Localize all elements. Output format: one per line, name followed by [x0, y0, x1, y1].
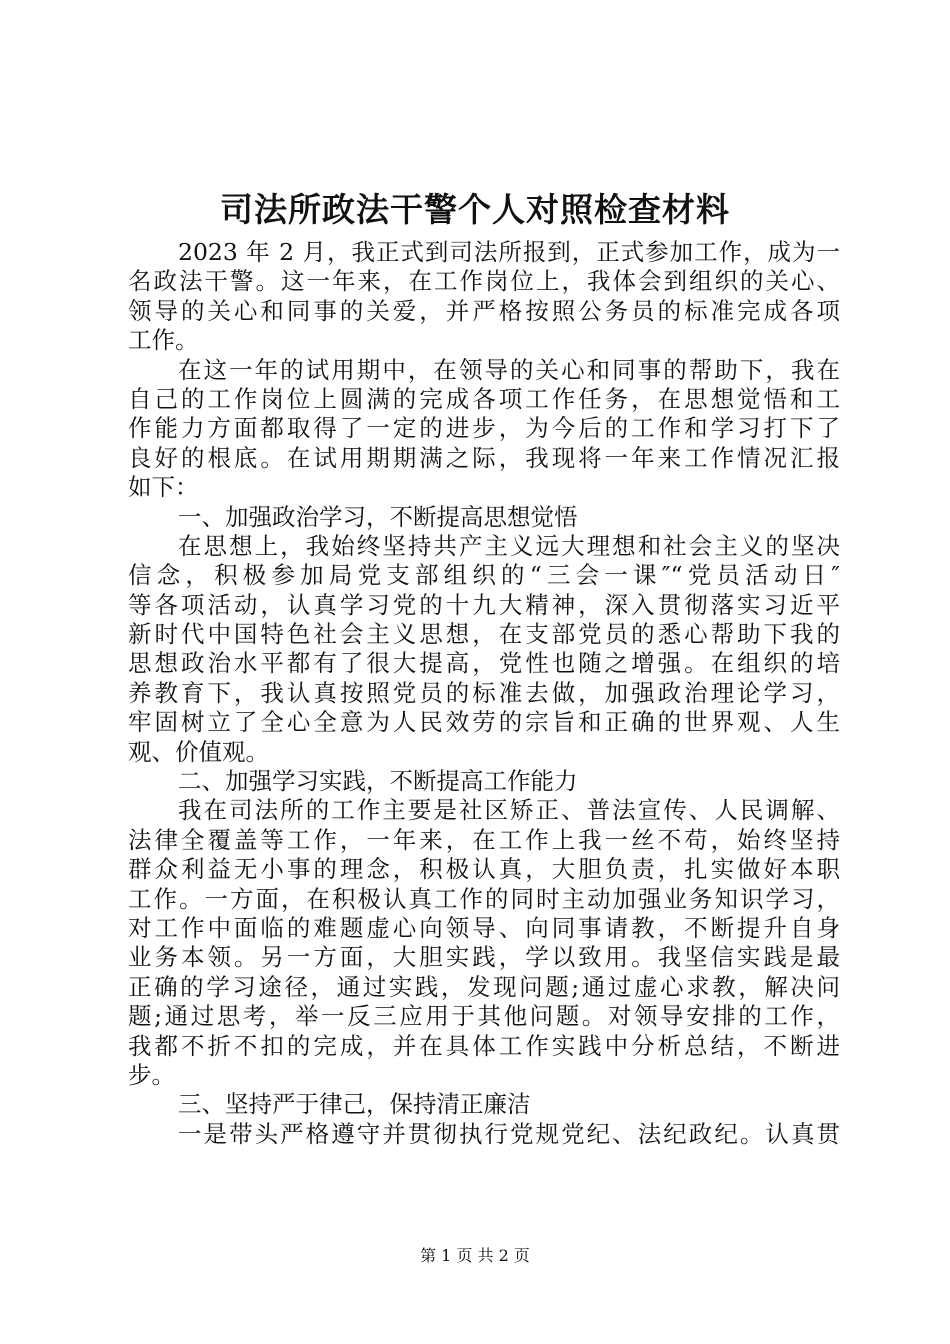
paragraph-line: 对工作中面临的难题虚心向领导、向同事请教，不断提升自身	[128, 913, 840, 942]
paragraph-line: 工作。一方面，在积极认真工作的同时主动加强业务知识学习，	[128, 884, 840, 913]
paragraph-line: 在这一年的试用期中，在领导的关心和同事的帮助下，我在	[178, 355, 840, 384]
paragraph-line: 2023 年 2 月，我正式到司法所报到，正式参加工作，成为一	[178, 238, 840, 266]
paragraph-line: 群众利益无小事的理念，积极认真，大胆负责，扎实做好本职	[128, 855, 840, 884]
paragraph-line: 作能力方面都取得了一定的进步，为今后的工作和学习打下了	[128, 414, 840, 443]
paragraph-line: 如下：	[128, 473, 199, 502]
page-footer: 第 1 页 共 2 页	[420, 1246, 530, 1265]
paragraph-line: 领导的关心和同事的关爱，并严格按照公务员的标准完成各项	[128, 296, 840, 325]
paragraph-line: 题;通过思考，举一反三应用于其他问题。对领导安排的工作，	[128, 1002, 840, 1031]
paragraph-line: 业务本领。另一方面，大胆实践，学以致用。我坚信实践是最	[128, 943, 840, 972]
paragraph-line: 良好的根底。在试用期期满之际，我现将一年来工作情况汇报	[128, 443, 840, 472]
paragraph-line: 新时代中国特色社会主义思想，在支部党员的悉心帮助下我的	[128, 620, 840, 649]
section-heading: 一、加强政治学习，不断提高思想觉悟	[178, 502, 578, 531]
paragraph-line: 牢固树立了全心全意为人民效劳的宗旨和正确的世界观、人生	[128, 708, 840, 737]
document-title: 司法所政法干警个人对照检查材料	[220, 190, 730, 229]
paragraph-line: 法律全覆盖等工作，一年来，在工作上我一丝不苟，始终坚持	[128, 825, 840, 854]
paragraph-line: 观、价值观。	[128, 737, 269, 766]
paragraph-line: 信念，积极参加局党支部组织的“三会一课″“党员活动日″	[128, 561, 840, 590]
section-heading: 二、加强学习实践，不断提高工作能力	[178, 767, 578, 796]
paragraph-line: 名政法干警。这一年来，在工作岗位上，我体会到组织的关心、	[128, 267, 840, 296]
paragraph-line: 我都不折不扣的完成，并在具体工作实践中分析总结，不断进	[128, 1031, 840, 1060]
document-body	[128, 238, 840, 1149]
paragraph-line: 我在司法所的工作主要是社区矫正、普法宣传、人民调解、	[178, 796, 840, 825]
paragraph-line: 在思想上，我始终坚持共产主义远大理想和社会主义的坚决	[178, 531, 840, 560]
paragraph-line: 思想政治水平都有了很大提高，党性也随之增强。在组织的培	[128, 649, 840, 678]
paragraph-line: 步。	[128, 1060, 175, 1089]
paragraph-line: 等各项活动，认真学习党的十九大精神，深入贯彻落实习近平	[128, 590, 840, 619]
paragraph-line: 工作。	[128, 326, 199, 355]
paragraph-line: 养教育下，我认真按照党员的标准去做，加强政治理论学习，	[128, 678, 840, 707]
section-heading: 三、坚持严于律己，保持清正廉洁	[178, 1090, 531, 1119]
paragraph-line: 一是带头严格遵守并贯彻执行党规党纪、法纪政纪。认真贯	[178, 1119, 840, 1148]
paragraph-line: 自己的工作岗位上圆满的完成各项工作任务，在思想觉悟和工	[128, 384, 840, 413]
paragraph-line: 正确的学习途径，通过实践，发现问题;通过虚心求教，解决问	[128, 972, 840, 1001]
